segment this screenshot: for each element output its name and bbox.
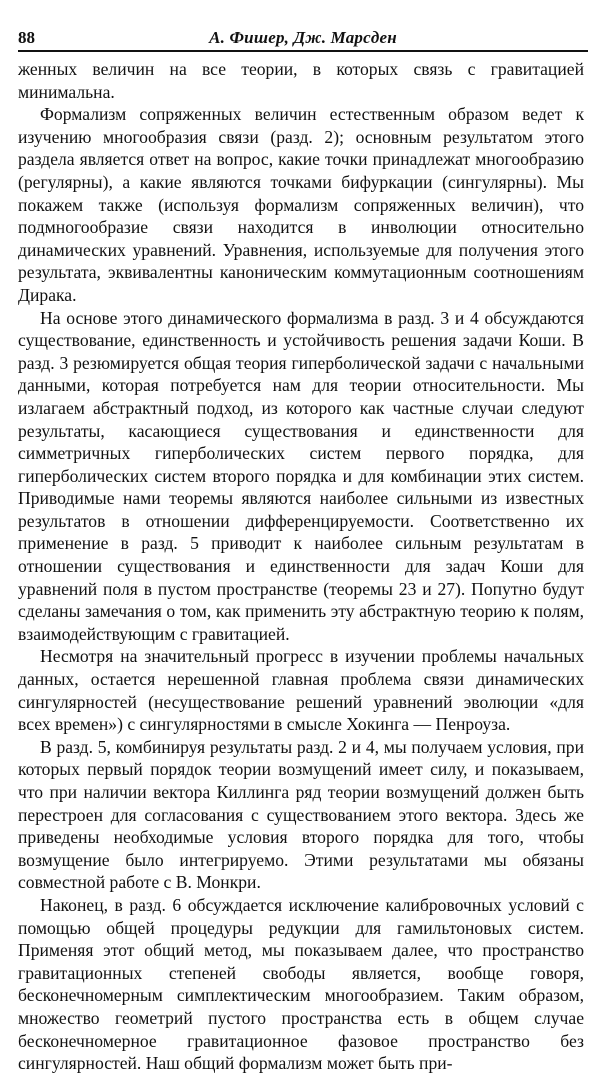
page-number: 88	[18, 28, 35, 47]
paragraph: Наконец, в разд. 6 обсуждается исключение калибровочных условий с помощью общей процедуры редукции для гамильтоновых систем. Применяя этот общий метод, мы показываем далее, что пространство гравитационных степеней свободы является, вообще говоря, бесконечномерным симплектическим многообразием. Таким образом, множество геометрий пустого пространства есть в общем случае бесконечномерное гравитационное фазовое пространство без сингулярностей. Наш общий формализм может быть при-	[18, 894, 584, 1074]
paragraph: Формализм сопряженных величин естественным образом ведет к изучению многообразия связи (разд. 2); основным результатом этого раздела является ответ на вопрос, какие точки принадлежат многообразию (регулярны), а какие являются точками бифуркации (сингулярны). Мы покажем также (используя формализм сопряженных величин), что подмногообразие связи находится в инволюции относительно динамических уравнений. Уравнения, используемые для получения этого результата, эквивалентны каноническим коммутационным соотношениям Дирака.	[18, 104, 584, 305]
body-text	[18, 58, 584, 1075]
page-header	[18, 26, 588, 52]
paragraph: На основе этого динамического формализма в разд. 3 и 4 обсуждаются существование, единственность и устойчивость решения задачи Коши. В разд. 3 резюмируется общая теория гиперболической задачи с начальными данными, которая потребуется нам для теории относительности. Мы излагаем абстрактный подход, из которого как частные случаи следуют результаты, касающиеся существования и единственности для симметричных гиперболических систем первого порядка, для гиперболических систем второго порядка и для комбинации этих систем. Приводимые нами теоремы являются наиболее сильными из известных результатов в отношении дифференцируемости. Соответственно их применение в разд. 5 приводит к наиболее сильным результатам в отношении существования и единственности для задач Коши для уравнений поля в пустом пространстве (теоремы 23 и 27). Попутно будут сделаны замечания о том, как применить эту абстрактную теорию к полям, взаимодействующим с гравитацией.	[18, 307, 584, 644]
paragraph: Несмотря на значительный прогресс в изучении проблемы начальных данных, остается нерешенной главная проблема связи динамических сингулярностей (несуществование решений уравнений эволюции «для всех времен») с сингулярностями в смысле Хокинга — Пенроуза.	[18, 646, 584, 735]
paragraph: В разд. 5, комбинируя результаты разд. 2 и 4, мы получаем условия, при которых первый порядок теории возмущений имеет силу, и показываем, что при наличии вектора Киллинга ряд теории возмущений должен быть перестроен для согласования с существованием этого вектора. Здесь же приведены необходимые условия второго порядка для того, чтобы возмущение было интегрируемо. Этими результатами мы обязаны совместной работе с В. Монкри.	[18, 736, 584, 893]
running-title: А. Фишер, Дж. Марсден	[209, 28, 397, 47]
paragraph: женных величин на все теории, в которых связь с гравитацией минимальна.	[18, 59, 584, 102]
